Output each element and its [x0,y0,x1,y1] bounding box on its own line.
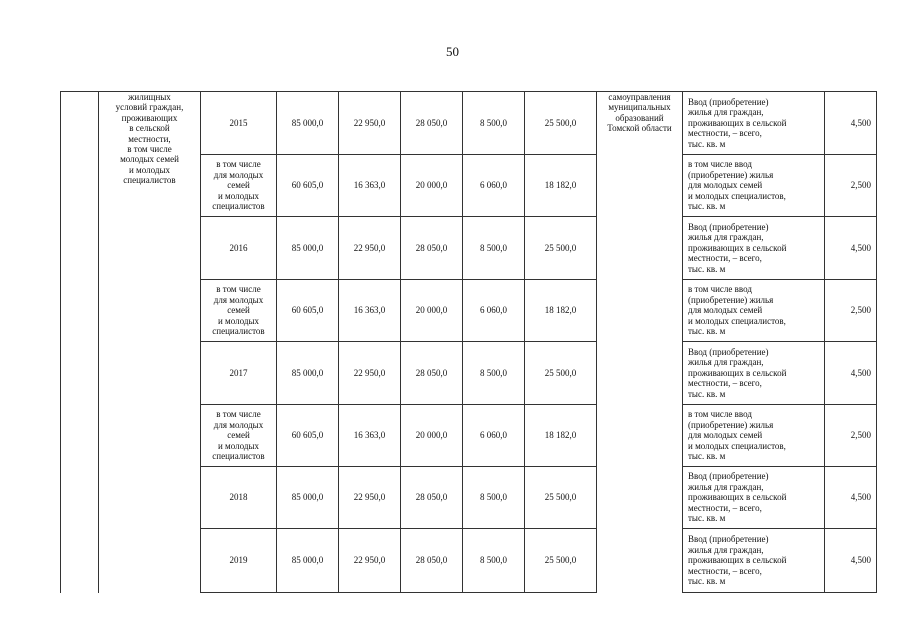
federal-budget-cell: 16 363,0 [339,280,401,342]
total-funding-cell: 85 000,0 [277,217,339,280]
executor-cell [597,92,683,593]
local-budget-cell: 6 060,0 [463,155,525,217]
regional-budget-cell: 20 000,0 [401,405,463,467]
local-budget-cell: 6 060,0 [463,280,525,342]
period-cell: 2016 [201,217,277,280]
indicator-value-cell: 4,500 [825,342,877,405]
regional-budget-cell: 20 000,0 [401,280,463,342]
indicator-value-cell: 2,500 [825,405,877,467]
regional-budget-cell: 28 050,0 [401,467,463,529]
indicator-value-cell: 4,500 [825,467,877,529]
executor-text: самоуправления муниципальных образований Томской области [607,92,672,134]
local-budget-cell: 6 060,0 [463,405,525,467]
period-cell: в том числе для молодых семей и молодых специалистов [201,155,277,217]
total-funding-cell: 60 605,0 [277,405,339,467]
local-budget-cell: 8 500,0 [463,467,525,529]
program-table [60,91,877,593]
period-cell: 2015 [201,92,277,155]
extrabudgetary-cell: 25 500,0 [525,342,597,405]
task-name-text: жилищных условий граждан, проживающих в сельской местности, в том числе молодых семей и молодых специалистов [115,92,184,186]
total-funding-cell: 60 605,0 [277,155,339,217]
indicator-name-cell: Ввод (приобретение) жилья для граждан, проживающих в сельской местности, – всего, тыс. кв. м [683,342,825,405]
regional-budget-cell: 28 050,0 [401,342,463,405]
table-body [61,92,877,593]
local-budget-cell: 8 500,0 [463,92,525,155]
extrabudgetary-cell: 25 500,0 [525,467,597,529]
regional-budget-cell: 28 050,0 [401,92,463,155]
indicator-value-cell: 2,500 [825,280,877,342]
extrabudgetary-cell: 25 500,0 [525,529,597,593]
indicator-name-cell: в том числе ввод (приобретение) жилья для молодых семей и молодых специалистов, тыс. кв. м [683,155,825,217]
period-cell: 2017 [201,342,277,405]
federal-budget-cell: 22 950,0 [339,92,401,155]
total-funding-cell: 60 605,0 [277,280,339,342]
indicator-name-cell: Ввод (приобретение) жилья для граждан, проживающих в сельской местности, – всего, тыс. кв. м [683,529,825,593]
page-number: 50 [446,44,459,59]
task-name-cell [99,92,201,593]
row-number-cell [61,92,99,593]
local-budget-cell: 8 500,0 [463,342,525,405]
total-funding-cell: 85 000,0 [277,342,339,405]
regional-budget-cell: 28 050,0 [401,529,463,593]
federal-budget-cell: 22 950,0 [339,529,401,593]
indicator-value-cell: 4,500 [825,92,877,155]
extrabudgetary-cell: 18 182,0 [525,405,597,467]
local-budget-cell: 8 500,0 [463,217,525,280]
table-row [61,92,877,155]
indicator-name-cell: в том числе ввод (приобретение) жилья для молодых семей и молодых специалистов, тыс. кв. м [683,280,825,342]
period-cell: 2018 [201,467,277,529]
indicator-name-cell: Ввод (приобретение) жилья для граждан, проживающих в сельской местности, – всего, тыс. кв. м [683,217,825,280]
extrabudgetary-cell: 18 182,0 [525,155,597,217]
period-cell: в том числе для молодых семей и молодых специалистов [201,405,277,467]
total-funding-cell: 85 000,0 [277,467,339,529]
regional-budget-cell: 28 050,0 [401,217,463,280]
extrabudgetary-cell: 25 500,0 [525,217,597,280]
federal-budget-cell: 22 950,0 [339,342,401,405]
federal-budget-cell: 22 950,0 [339,467,401,529]
federal-budget-cell: 16 363,0 [339,155,401,217]
indicator-name-cell: Ввод (приобретение) жилья для граждан, проживающих в сельской местности, – всего, тыс. кв. м [683,92,825,155]
indicator-name-cell: Ввод (приобретение) жилья для граждан, проживающих в сельской местности, – всего, тыс. кв. м [683,467,825,529]
federal-budget-cell: 22 950,0 [339,217,401,280]
period-cell: в том числе для молодых семей и молодых специалистов [201,280,277,342]
period-cell: 2019 [201,529,277,593]
indicator-value-cell: 2,500 [825,155,877,217]
indicator-name-cell: в том числе ввод (приобретение) жилья для молодых семей и молодых специалистов, тыс. кв. м [683,405,825,467]
total-funding-cell: 85 000,0 [277,92,339,155]
total-funding-cell: 85 000,0 [277,529,339,593]
local-budget-cell: 8 500,0 [463,529,525,593]
indicator-value-cell: 4,500 [825,529,877,593]
extrabudgetary-cell: 18 182,0 [525,280,597,342]
regional-budget-cell: 20 000,0 [401,155,463,217]
extrabudgetary-cell: 25 500,0 [525,92,597,155]
federal-budget-cell: 16 363,0 [339,405,401,467]
indicator-value-cell: 4,500 [825,217,877,280]
